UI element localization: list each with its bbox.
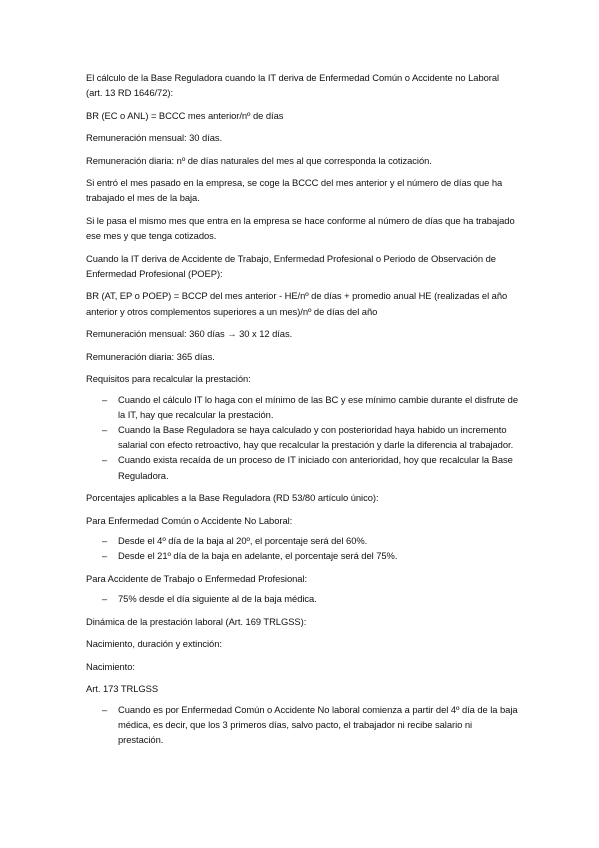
article-reference: Art. 173 TRLGSS (86, 683, 159, 695)
list-item: – 75% desde el día siguiente al de la baja médica. (86, 591, 518, 606)
dash-bullet-icon: – (102, 423, 108, 435)
dash-bullet-icon: – (102, 535, 108, 547)
heading-porcentajes: Porcentajes aplicables a la Base Reguladora (RD 53/80 artículo único): (86, 492, 379, 504)
list-item: – Cuando el cálculo IT lo haga con el mínimo de las BC y ese mínimo cambie durante el disfrute de la IT, hay que recalcular la prestación. (102, 393, 518, 420)
paragraph-remuneracion-diaria-at: Remuneración diaria: 365 días. (86, 350, 215, 362)
heading-requisitos: Requisitos para recalcular la prestación: (86, 373, 251, 385)
paragraph-remuneracion-diaria-ec: Remuneración diaria: nº de días naturales del mes al que corresponda la cotización. (86, 154, 432, 166)
heading-accidente-trabajo: Para Accidente de Trabajo o Enfermedad Profesional: (86, 572, 308, 584)
dash-bullet-icon: – (102, 393, 108, 405)
list-item: – Desde el 21º día de la baja en adelante, el porcentaje será del 75%. (86, 548, 518, 563)
list-nacimiento (86, 702, 518, 748)
paragraph-remuneracion-mensual-ec: Remuneración mensual: 30 días. (86, 132, 223, 144)
dash-bullet-icon: – (102, 550, 108, 562)
formula-br-ec: BR (EC o ANL) = BCCC mes anterior/nº de días (86, 109, 284, 121)
paragraph-remuneracion-mensual-at: Remuneración mensual: 360 días → 30 x 12 días. (86, 328, 293, 340)
heading-enfermedad-comun: Para Enfermedad Común o Accidente No Laboral: (86, 514, 293, 526)
dash-bullet-icon: – (102, 593, 108, 605)
formula-br-at: BR (AT, EP o POEP) = BCCP del mes anterior - HE/nº de días + promedio anual HE (realizadas el año anterior y otros complementos superiores a un mes)/nº de días del año (86, 290, 508, 317)
paragraph-mes-pasado: Si entró el mes pasado en la empresa, se coge la BCCC del mes anterior y el número de días que ha trabajado el mes de la baja. (86, 177, 503, 204)
dash-bullet-icon: – (102, 454, 108, 466)
dash-bullet-icon: – (102, 703, 108, 715)
list-enfermedad-comun (86, 533, 518, 563)
list-accidente-trabajo (86, 591, 518, 606)
list-item: – Desde el 4º día de la baja al 20º, el porcentaje será del 60%. (86, 533, 518, 548)
list-item: – Cuando exista recaída de un proceso de IT iniciado con anterioridad, hoy que recalcular la Base Reguladora. (102, 454, 513, 481)
document-body (86, 70, 518, 755)
list-requisitos (86, 392, 518, 483)
heading-nacimiento: Nacimiento: (86, 660, 135, 672)
paragraph-br-ec-intro: El cálculo de la Base Reguladora cuando la IT deriva de Enfermedad Común o Accidente no Laboral (art. 13 RD 1646/72): (86, 72, 500, 99)
heading-nacimiento-duracion: Nacimiento, duración y extinción: (86, 638, 222, 650)
list-item: – Cuando es por Enfermedad Común o Accidente No laboral comienza a partir del 4º día de la baja médica, es decir, que los 3 primeros días, salvo pacto, el trabajador ni recibe salario ni prestación. (102, 703, 518, 746)
paragraph-br-at-intro: Cuando la IT deriva de Accidente de Trabajo, Enfermedad Profesional o Periodo de Observación de Enfermedad Profesional (POEP): (86, 252, 496, 279)
paragraph-mismo-mes: Si le pasa el mismo mes que entra en la empresa se hace conforme al número de días que ha trabajado ese mes y que tenga cotizados. (86, 214, 515, 242)
list-item: – Cuando la Base Reguladora se haya calculado y con posterioridad haya habido un incremento salarial con efecto retroactivo, hay que recalcular la prestación y darle la diferencia al trabajador. (102, 423, 514, 451)
heading-dinamica: Dinámica de la prestación laboral (Art. 169 TRLGSS): (86, 615, 307, 627)
